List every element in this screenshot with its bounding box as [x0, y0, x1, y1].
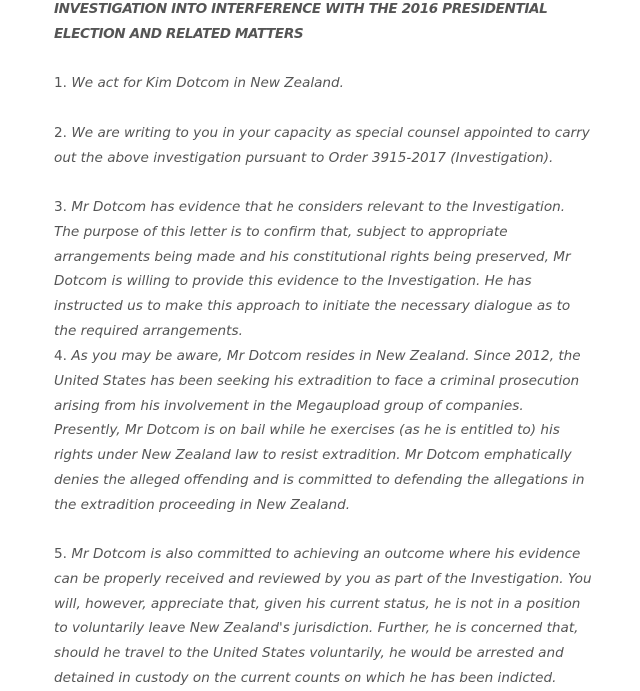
paragraph-number: 4. [54, 348, 67, 364]
paragraph-number: 5. [54, 546, 67, 562]
paragraph-number: 2. [54, 125, 67, 141]
paragraph-text: Mr Dotcom is also committed to achieving an outcome where his evidence can be properly received and reviewed by you as part of the Investigation. You will, however, appreciate that, given his current status, he is not in a position to voluntarily leave New Zealand's jurisdiction. Further, he is concerned that, should he travel to the United States voluntarily, he would be arrested and detained in custody on the current counts on which he has been indicted. [54, 546, 592, 686]
paragraph-3 [54, 195, 594, 344]
paragraph-text: Mr Dotcom has evidence that he considers relevant to the Investigation. The purpose of this letter is to confirm that, subject to appropriate arrangements being made and his constitutional rights being preserved, Mr Dotcom is willing to provide this evidence to the Investigation. He has instructed us to make this approach to initiate the necessary dialogue as to the required arrangements. [54, 199, 571, 339]
paragraph-5 [54, 542, 594, 691]
paragraph-text: We are writing to you in your capacity as special counsel appointed to carry out the above investigation pursuant to Order 3915-2017 (Investigation). [54, 125, 590, 166]
paragraph-number: 1. [54, 75, 67, 91]
paragraph-2 [54, 121, 594, 171]
paragraph-text: We act for Kim Dotcom in New Zealand. [71, 75, 344, 91]
paragraph-number: 3. [54, 199, 67, 215]
paragraph-text: As you may be aware, Mr Dotcom resides in New Zealand. Since 2012, the United States has been seeking his extradition to face a criminal prosecution arising from his involvement in the Megaupload group of companies. Presently, Mr Dotcom is on bail while he exercises (as he is entitled to) his rights under New Zealand law to resist extradition. Mr Dotcom emphatically denies the alleged offending and is committed to defending the allegations in the extradition proceeding in New Zealand. [54, 348, 585, 513]
letter-heading: INVESTIGATION INTO INTERFERENCE WITH THE 2016 PRESIDENTIAL ELECTION AND RELATED MATTERS [54, 1, 548, 42]
paragraph-4 [54, 344, 594, 518]
paragraph-1 [54, 71, 594, 96]
